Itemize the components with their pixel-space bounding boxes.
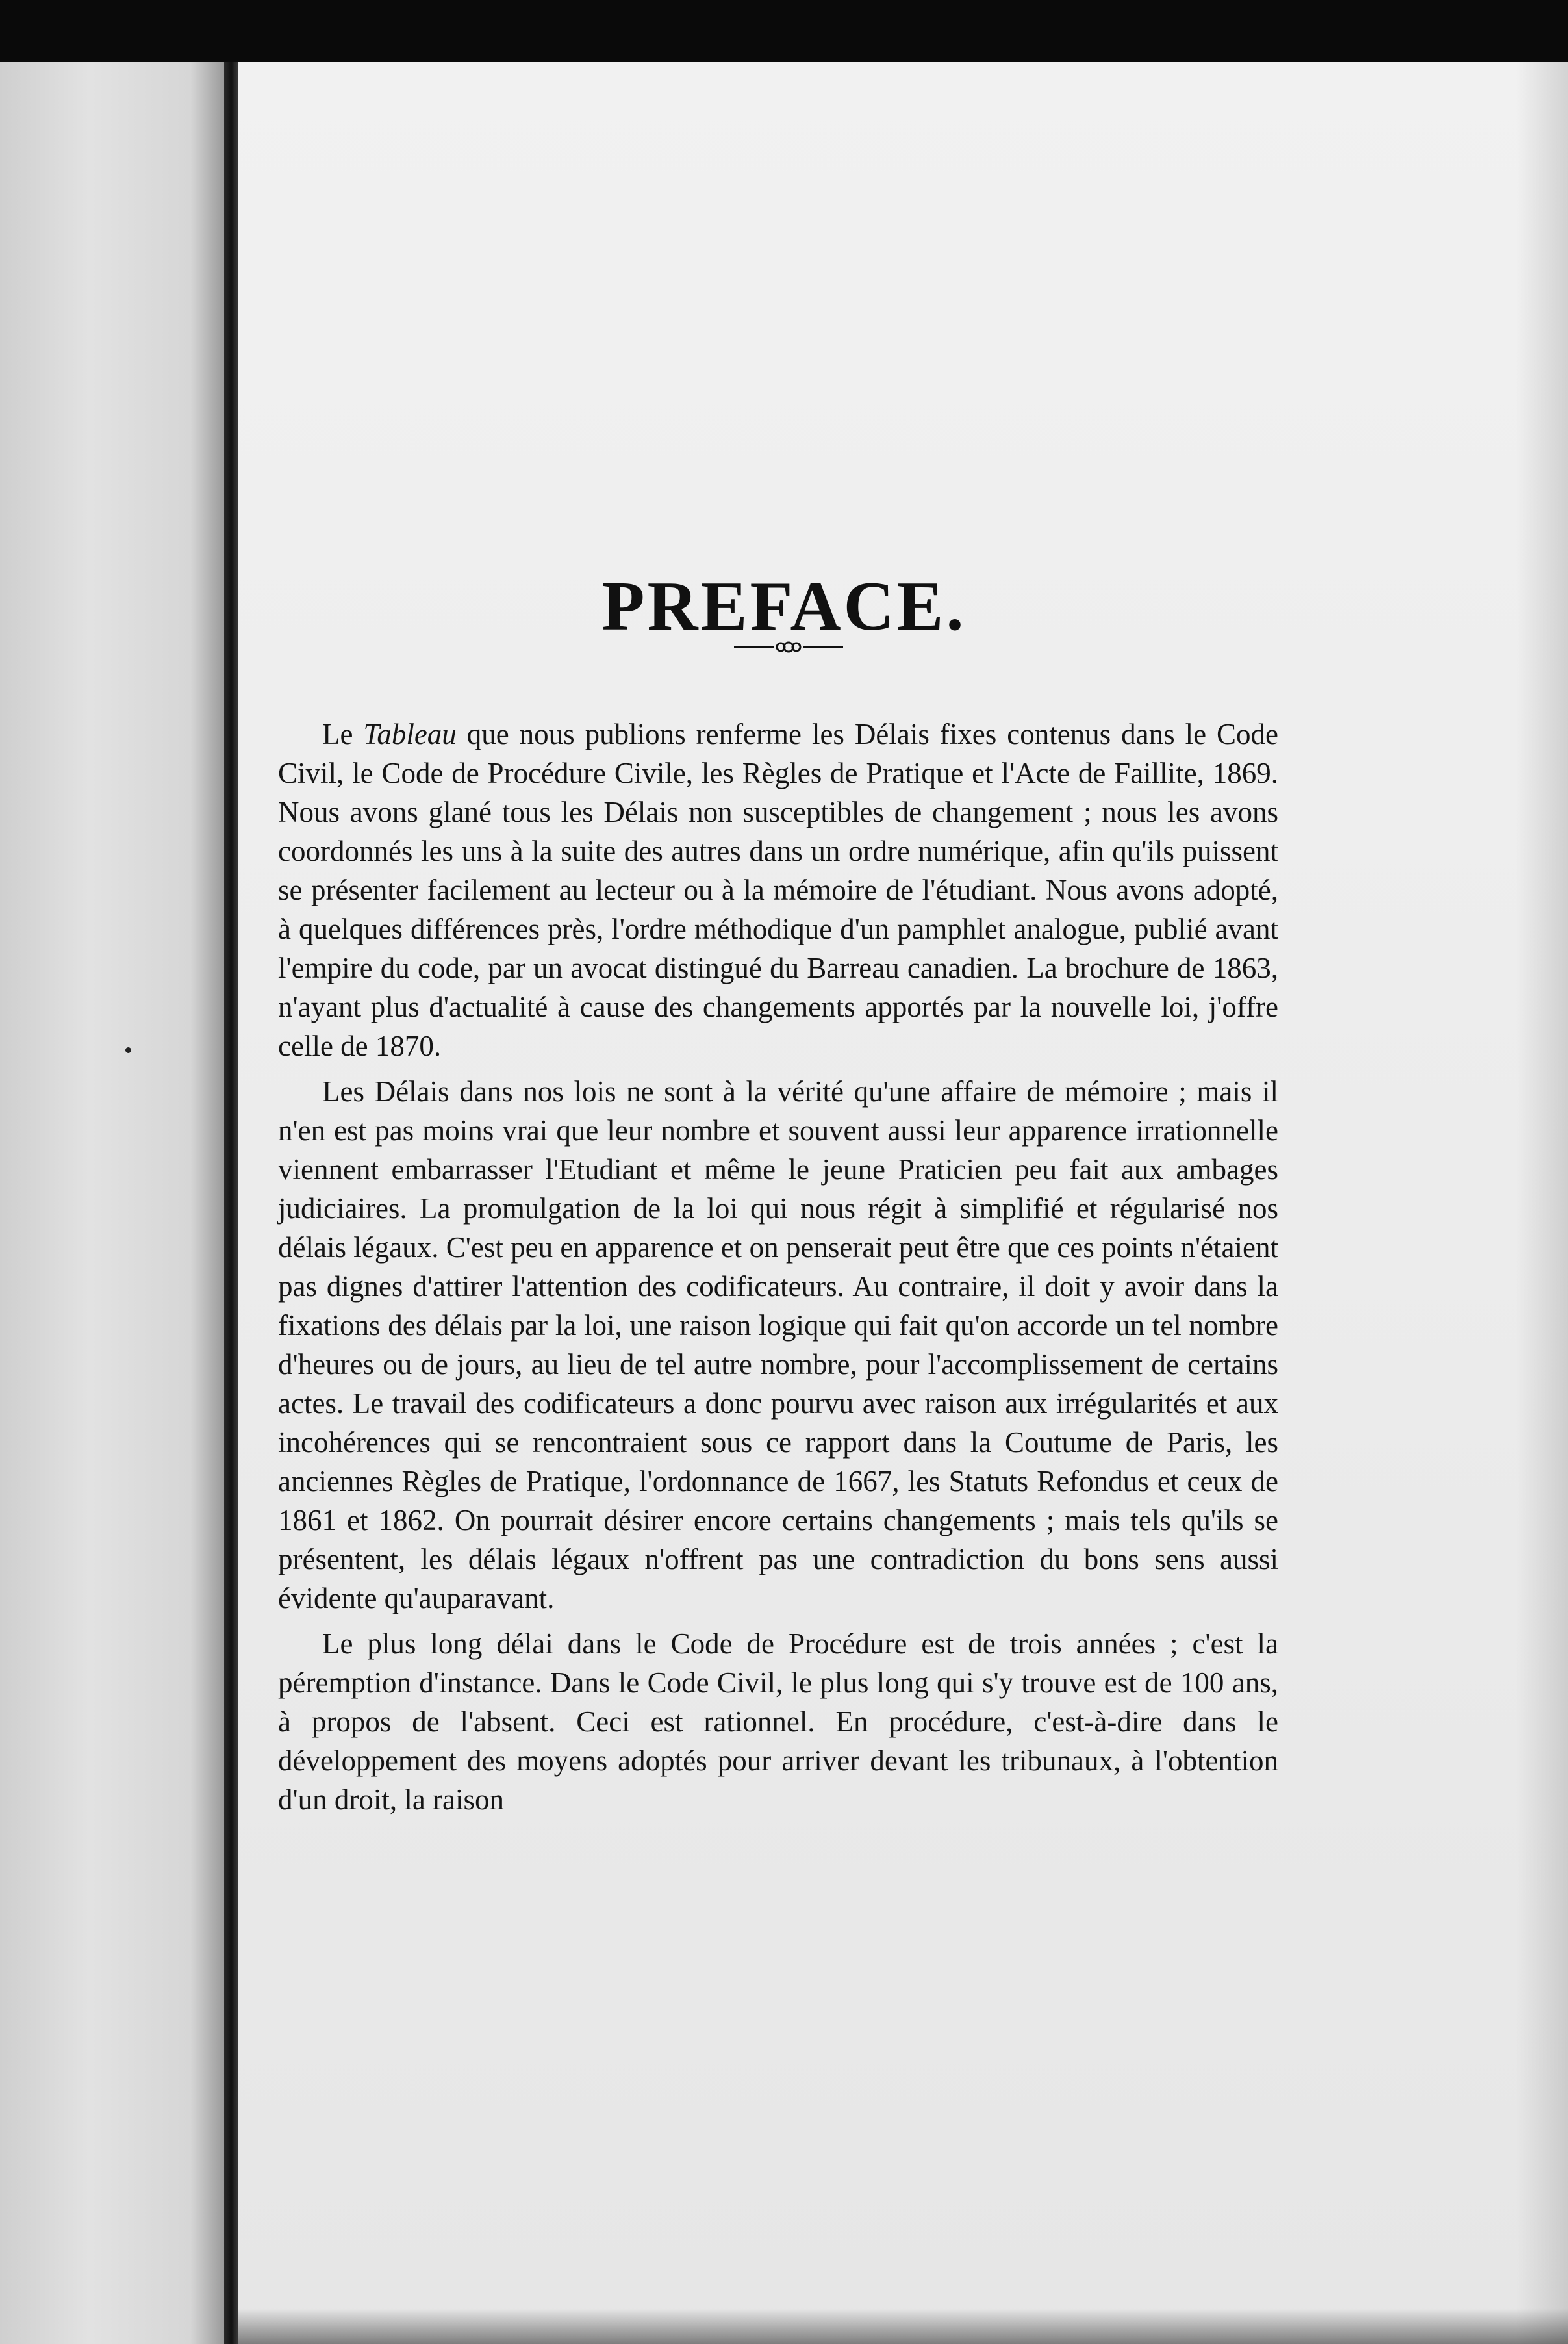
paragraph-1-lead: Le <box>322 718 364 750</box>
paragraph-1-rest: que nous publions renferme les Délais fixes contenus dans le Code Civil, le Code de Procédure Civile, les Règles de Pratique et l'Acte de Faillite, 1869. Nous avons glané tous les Délais non susceptibles de changement ; nous les avons coordonnés les uns à la suite des autres dans un ordre numérique, afin qu'ils puissent se présenter facilement au lecteur ou à la mémoire de l'étudiant. Nous avons adopté, à quelques différences près, l'ordre méthodique d'un pamphlet analogue, publié avant l'empire du code, par un avocat distingué du Barreau canadien. La brochure de 1863, n'ayant plus d'actualité à cause des changements apportés par la nouvelle loi, j'offre celle de 1870. <box>278 718 1278 1062</box>
page-edge-shadow <box>1516 62 1568 2344</box>
page-bottom-shadow <box>238 2308 1568 2344</box>
paragraph-1 <box>278 715 1278 1065</box>
ink-speck <box>125 1047 131 1053</box>
preface-body <box>278 715 1278 1826</box>
facing-page-edge <box>0 62 224 2344</box>
book-gutter <box>224 62 238 2344</box>
paragraph-2: Les Délais dans nos lois ne sont à la vérité qu'une affaire de mémoire ; mais il n'en est pas moins vrai que leur nombre et souvent aussi leur apparence irrationnelle viennent embarrasser l'Etudiant et même le jeune Praticien peu fait aux ambages judiciaires. La promulgation de la loi qui nous régit à simplifié et régularisé nos délais légaux. C'est peu en apparence et on penserait peut être que ces points n'étaient pas dignes d'attirer l'attention des codificateurs. Au contraire, il doit y avoir dans la fixations des délais par la loi, une raison logique qui fait qu'on accorde un tel nombre d'heures ou de jours, au lieu de tel autre nombre, pour l'accomplissement de certains actes. Le travail des codificateurs a donc pourvu avec raison aux irrégularités et aux incohérences qui se rencontraient sous ce rapport dans la Coutume de Paris, les anciennes Règles de Pratique, l'ordonnance de 1667, les Statuts Refondus et ceux de 1861 et 1862. On pourrait désirer encore certains changements ; mais tels qu'ils se présentent, les délais légaux n'offrent pas une contradiction du bons sens aussi évidente qu'auparavant. <box>278 1075 1278 1614</box>
title-ornament-rule <box>734 635 843 659</box>
page-title: PREFACE. <box>601 568 967 646</box>
paragraph-3: Le plus long délai dans le Code de Procédure est de trois années ; c'est la péremption d'instance. Dans le Code Civil, le plus long qui s'y trouve est de 100 ans, à propos de l'absent. Ceci est rationnel. En procédure, c'est-à-dire dans le développement des moyens adoptés pour arriver devant les tribunaux, à l'obtention d'un droit, la raison <box>278 1627 1278 1816</box>
paragraph-1-emphasis: Tableau <box>363 718 457 750</box>
